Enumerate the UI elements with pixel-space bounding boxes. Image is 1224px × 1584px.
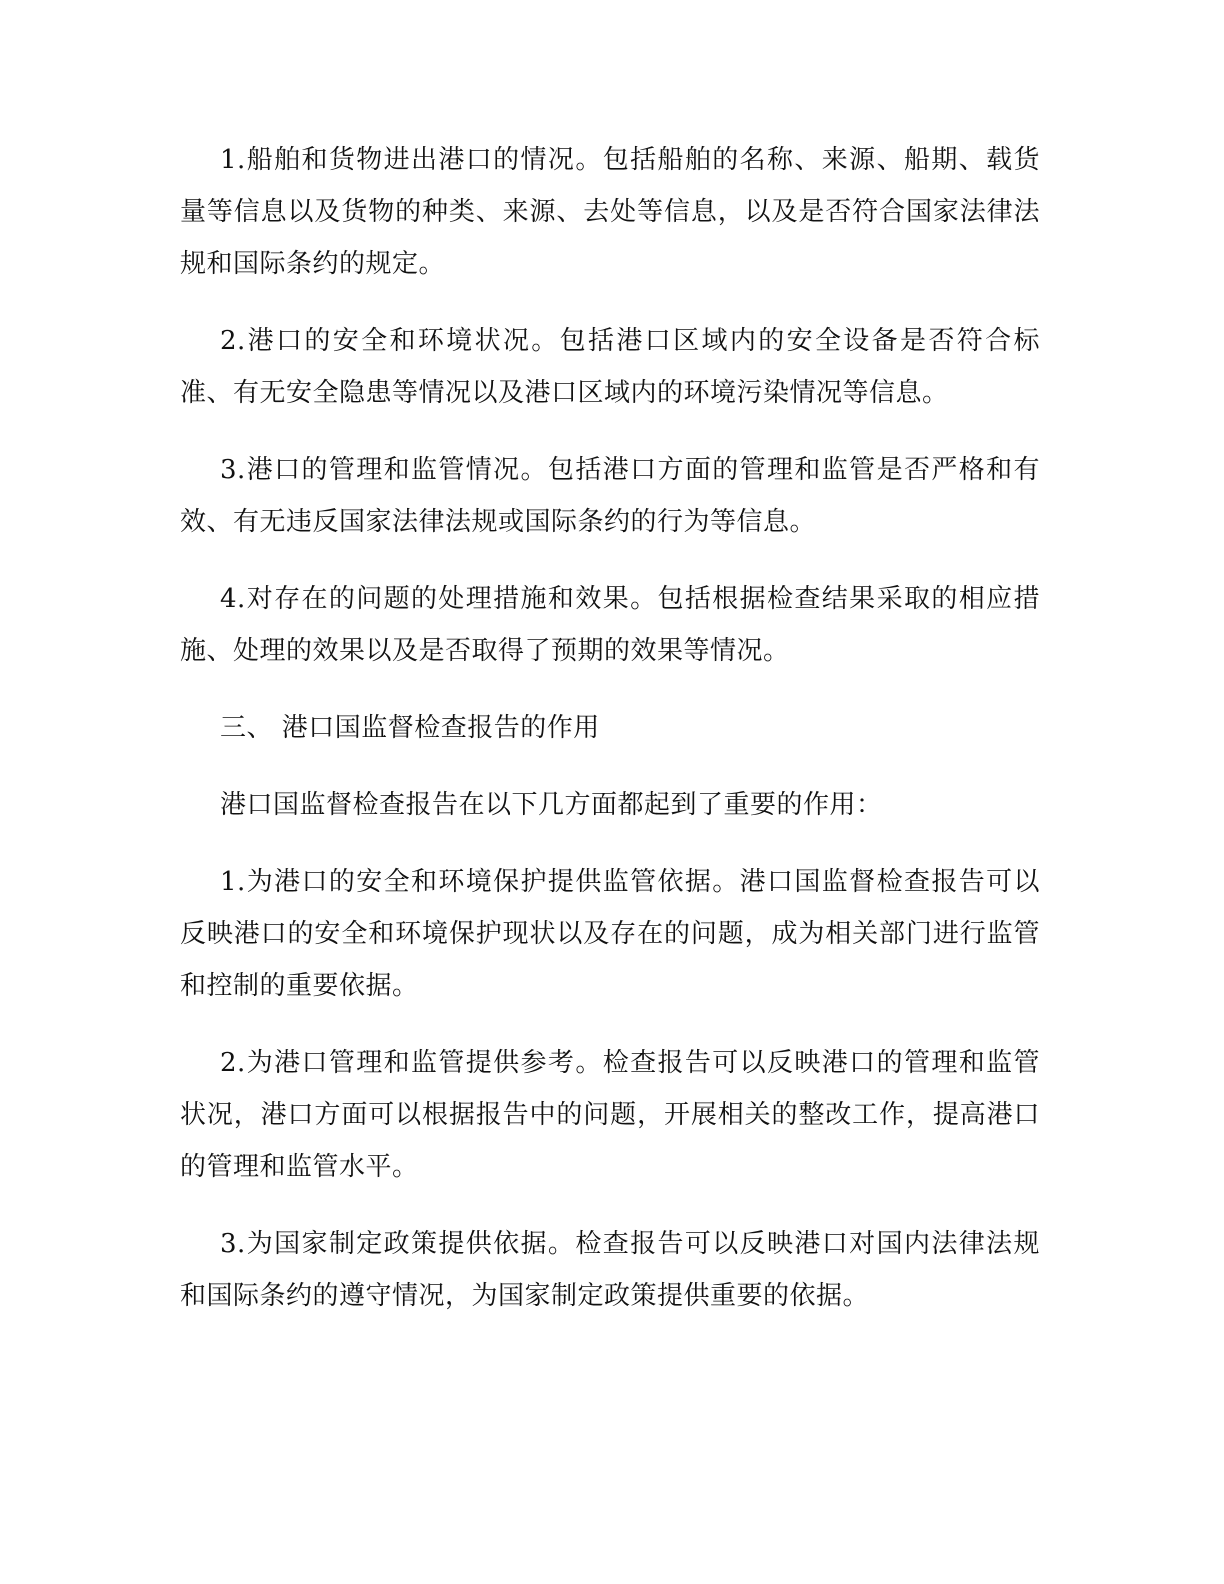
paragraph-item-3: 3.港口的管理和监管情况。包括港口方面的管理和监管是否严格和有效、有无违反国家法律法规或国际条约的行为等信息。 <box>180 455 1040 537</box>
paragraph-item-1: 1.船舶和货物进出港口的情况。包括船舶的名称、来源、船期、载货量等信息以及货物的种类、来源、去处等信息，以及是否符合国家法律法规和国际条约的规定。 <box>180 145 1040 279</box>
paragraph-item-2: 2.港口的安全和环境状况。包括港口区域内的安全设备是否符合标准、有无安全隐患等情况以及港口区域内的环境污染情况等信息。 <box>180 326 1040 408</box>
role-item-1: 1.为港口的安全和环境保护提供监管依据。港口国监督检查报告可以反映港口的安全和环境保护现状以及存在的问题，成为相关部门进行监管和控制的重要依据。 <box>180 867 1040 1001</box>
document-page <box>180 134 1040 1347</box>
paragraph-item-4: 4.对存在的问题的处理措施和效果。包括根据检查结果采取的相应措施、处理的效果以及是否取得了预期的效果等情况。 <box>180 584 1040 666</box>
section-heading: 三、 港口国监督检查报告的作用 <box>220 713 600 743</box>
section-intro: 港口国监督检查报告在以下几方面都起到了重要的作用： <box>220 790 883 820</box>
role-item-3: 3.为国家制定政策提供依据。检查报告可以反映港口对国内法律法规和国际条约的遵守情况，为国家制定政策提供重要的依据。 <box>180 1229 1040 1311</box>
role-item-2: 2.为港口管理和监管提供参考。检查报告可以反映港口的管理和监管状况，港口方面可以根据报告中的问题，开展相关的整改工作，提高港口的管理和监管水平。 <box>180 1048 1040 1182</box>
